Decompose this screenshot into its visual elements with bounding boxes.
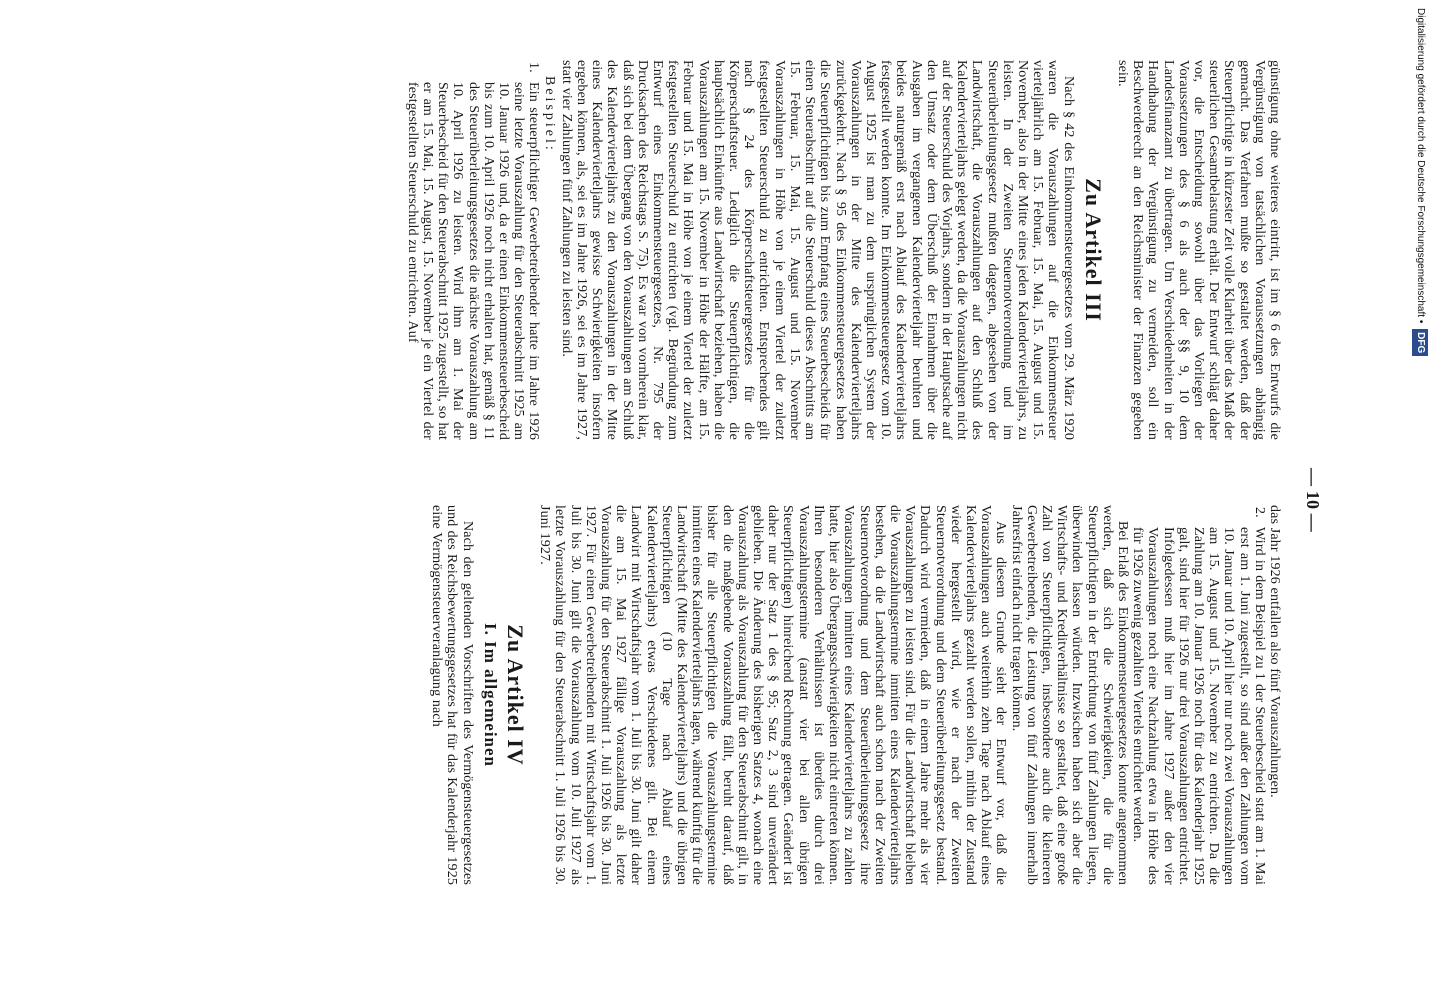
right-paragraph-2: Aus diesem Grunde sieht der Entwurf vor, daß die Vorauszahlungen auch weiterhin zehn Tage nach Ablauf eines Kalendervierteljahrs gezahlt werden sollen, mithin der Zustand wieder hergestellt wird, wie er nach der Zweiten Steuernotverordnung und dem Steuerüberleitungsgesetz bestand. Dadurch wird vermieden, daß in einem Jahre mehr als vier Vorauszahlungen zu leisten sind. Für die Landwirtschaft bleiben die Vorauszahlungstermine inmitten eines Kalendervierteljahrs bestehen, da die Landwirtschaft auch schon nach der Zweiten Steuernotverordnung und dem Steuerüberleitungsgesetz ihre Vorauszahlungen inmitten eines Kalendervierteljahrs zu zahlen hatte, hier also Übergangsschwierigkeiten nicht eintreten können. Ihren besonderen Verhältnissen ist überdies durch drei Vorauszahlungstermine (anstatt vier bei allen übrigen Steuerpflichtigen) hinreichend Rechnung getragen. Geändert ist daher nur der Satz 1 des § 95; Satz 2, 3 sind unverändert geblieben. Die Änderung des bisherigen Satzes 4, wonach eine Vorauszahlung als Vorauszahlung für den Steuerabschnitt gilt, in den die maßgebende Vorauszahlung fällt, beruht darauf, daß bisher für alle Steuerpflichtigen die Vorauszahlungstermine inmitten eines Kalendervierteljahrs lagen, während künftig für die Landwirtschaft (Mitte des Kalendervierteljahrs) und die übrigen Steuerpflichtigen (10 Tage nach Ablauf eines Kalendervierteljahrs) etwas Verschiedenes gilt. Bei einem Landwirt mit Wirtschaftsjahr vom 1. Juli bis 30. Juni gilt daher die am 15. Mai 1927 fällige Vorauszahlung als letzte Vorauszahlung für den Steuerabschnitt 1. Juli 1926 bis 30. Juni 1927. Für einen Gewerbetreibenden mit Wirtschaftsjahr vom 1. Juli bis 30. Juni gilt die Vorauszahlung vom 10. Juli 1927 als letzte Vorauszahlung für den Steuerabschnitt 1. Juli 1926 bis 30. Juni 1927. xyxy=(537,505,1009,885)
dfg-logo: DFG xyxy=(1412,329,1428,356)
funding-note xyxy=(1412,8,1430,388)
right-intro-paragraph: das Jahr 1926 entfallen also fünf Vorauszahlungen. xyxy=(1267,505,1282,798)
example-item-2-text: Wird in dem Beispiel zu 1 der Steuerbescheid statt am 1. Mai erst am 1. Juni zugestellt, so sind außer den Zahlungen vom 10. Januar und 10. April hier nur noch zwei Vorauszahlungen am 15. August und 15. November zu entrichten. Da die Zahlung am 10. Januar 1926 noch für das Kalenderjahr 1925 galt, sind hier für 1926 nur drei Vorauszahlungen entrichtet. Infolgedessen muß hier im Jahre 1927 außer den vier Vorauszahlungen noch eine Nachzahlung etwa in Höhe des für 1926 zuwenig gezahlten Viertels entrichtet werden. xyxy=(1130,527,1267,885)
left-intro-paragraph: günstigung ohne weiteres eintritt, ist im § 6 des Entwurfs die Vergünstigung von tatsächlichen Voraussetzungen abhängig gemacht. Das Verfahren mußte so gestaltet werden, daß der Steuerpflichtige in kürzester Zeit volle Klarheit über das Maß der steuerlichen Gesamtbelastung erhält. Der Entwurf schlägt daher vor, die Entscheidung sowohl über das Vorliegen der Voraussetzungen des § 6 als auch der §§ 9, 10 dem Landesfinanzamt zu übertragen. Um Verschiedenheiten in der Handhabung der Vergünstigung zu vermeiden, soll ein Beschwerderecht an den Reichsminister der Finanzen gegeben sein. xyxy=(1114,60,1282,440)
beispiel-label: Beispiel: xyxy=(541,76,557,153)
subheading-allgemeinen: I. Im allgemeinen xyxy=(480,622,500,768)
example-item-1 xyxy=(405,60,542,440)
example-item-2-number: 2. xyxy=(1251,507,1267,518)
right-paragraph-1: Bei Erlaß des Einkommensteuergesetzes konnte angenommen werden, daß sich die Schwierigkeiten, die für die Steuerpflichtigen in der Entrichtung von fünf Zahlungen liegen, überwinden lassen würden. Inzwischen haben sich aber die Wirtschafts- und Kreditverhältnisse so gestaltet, daß eine große Zahl von Steuerpflichtigen, insbesondere auch die kleineren Gewerbetreibenden, die Leistung von fünf Zahlungen innerhalb Jahresfrist einfach nicht tragen können. xyxy=(1008,505,1130,885)
right-paragraph-3: Nach den geltenden Vorschriften des Vermögensteuergesetzes und des Reichsbewertungsgesetzes hat für das Kalenderjahr 1925 eine Vermögensteuerveranlagung nach xyxy=(429,505,475,885)
example-item-1-text: Ein steuerpflichtiger Gewerbetreibender hatte im Jahre 1926 seine letzte Vorauszahlung für den Steuerabschnitt 1925 am 10. Januar 1926 und, da er einen Einkommensteuerbescheid bis zum 10. April 1926 noch nicht erhalten hat, gemäß § 11 des Steuerüberleitungsgesetzes die nächste Vorauszahlung am 10. April 1926 zu leisten. Wird ihm am 1. Mai der Steuerbescheid für den Steuerabschnitt 1925 zugestellt, so hat er am 15. Mai, 15. August, 15. November je ein Viertel der festgestellten Steuerschuld zu entrichten. Auf xyxy=(404,82,542,440)
example-item-2 xyxy=(1130,505,1267,885)
heading-artikel-3: Zu Artikel III xyxy=(1080,178,1106,322)
example-item-1-number: 1. xyxy=(526,62,542,73)
funding-note-text: Digitalisierung gefördert durch die Deutsche Forschungsgemeinschaft • xyxy=(1415,8,1426,324)
left-column xyxy=(405,60,1282,440)
document-page xyxy=(120,60,1323,940)
artikel-3-paragraph: Nach § 42 des Einkommensteuergesetzes vom 29. März 1920 waren die Vorauszahlungen auf die Einkommensteuer vierteljährlich am 15. Februar, 15. Mai, 15. August und 15. November, also in der Mitte eines jeden Kalendervierteljahrs, zu leisten. In der Zweiten Steuernotverordnung und im Steuerüberleitungsgesetz mußten dagegen, abgesehen von der Landwirtschaft, die Vorauszahlungen auf den Schluß des Kalendervierteljahrs gelegt werden, da die Vorauszahlungen nicht auf der Steuerschuld des Vorjahrs, sondern in der Hauptsache auf den Umsatz oder dem Überschuß der Einnahmen über die Ausgaben im vergangenen Kalendervierteljahr beruhten und beides naturgemäß erst nach Ablauf des Kalendervierteljahrs festgestellt werden konnte. Im Einkommensteuergesetz vom 10. August 1925 ist man zu dem ursprünglichen System der Vorauszahlungen in der Mitte des Kalendervierteljahrs zurückgekehrt. Nach § 95 des Einkommensteuergesetzes haben die Steuerpflichtigen bis zum Empfang eines Steuerbescheids für einen Steuerabschnitt auf die Steuerschuld dieses Abschnitts am 15. Februar, 15. Mai, 15. August und 15. November Vorauszahlungen in Höhe von je einem Viertel der zuletzt festgestellten Steuerschuld zu entrichten. Entsprechendes gilt nach § 24 des Körperschaftsteuergesetzes für die Körperschaftsteuer. Lediglich die Steuerpflichtigen, die hauptsächlich Einkünfte aus Landwirtschaft beziehen, haben die Vorauszahlungen am 15. November in Höhe der Hälfte, am 15. Februar und 15. Mai in Höhe von je einem Viertel der zuletzt festgestellten Steuerschuld zu entrichten (vgl. Begründung zum Entwurf eines Einkommensteuergesetzes, Nr. 795 der Drucksachen des Reichstags S. 75). Es war von vornherein klar, daß sich bei dem Übergang von den Vorauszahlungen am Schluß des Kalendervierteljahrs zu den Vorauszahlungen in der Mitte eines Kalendervierteljahrs gewisse Schwierigkeiten insofern ergeben können, als, sei es im Jahre 1926, sei es im Jahre 1927, statt vier Zahlungen fünf Zahlungen zu leisten sind. xyxy=(558,60,1076,440)
page-number: — 10 — xyxy=(1303,468,1323,532)
right-column xyxy=(429,505,1282,885)
heading-artikel-4: Zu Artikel IV xyxy=(503,624,529,766)
